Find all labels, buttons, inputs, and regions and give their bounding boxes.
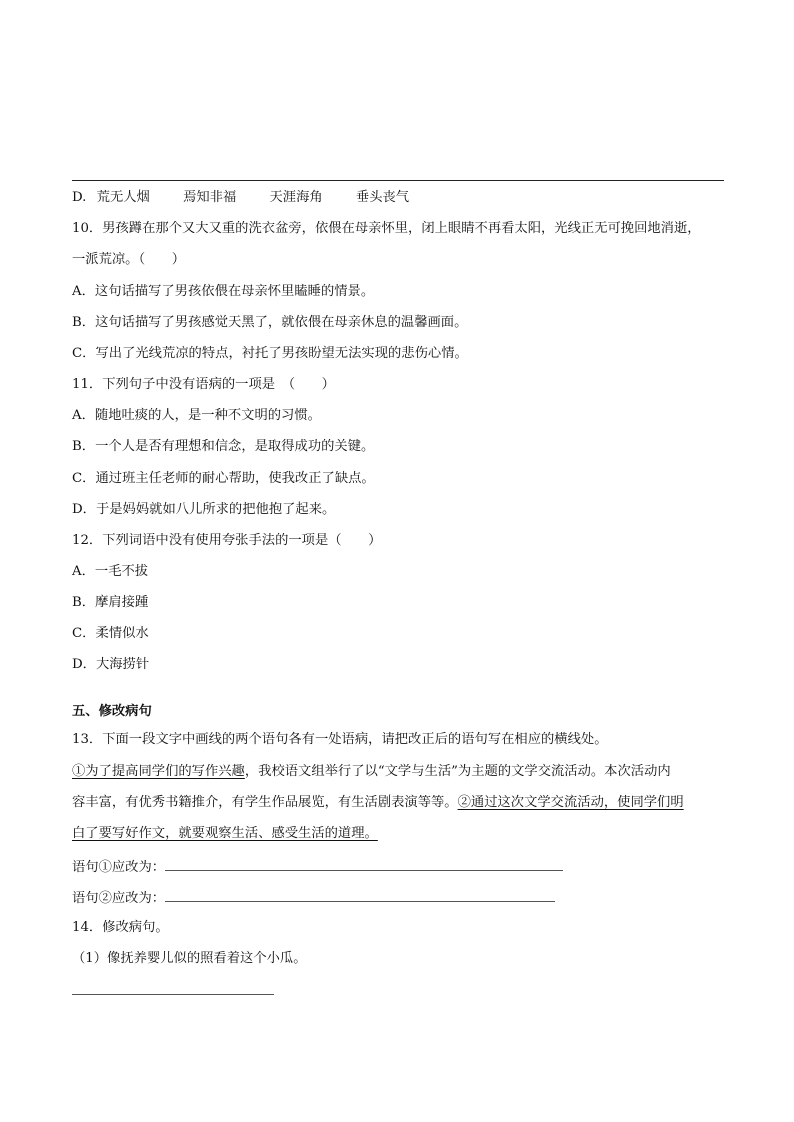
q10-option-b: B．这句话描写了男孩感觉天黑了，就依偎在母亲休息的温馨画面。 xyxy=(72,315,468,330)
paragraph-text: ，我校语文组举行了以“文学与生活”为主题的文学交流活动。本次活动内 xyxy=(244,764,671,779)
q14-answer-line xyxy=(72,980,274,1002)
header-rule xyxy=(72,180,724,181)
q11-option-d: D．于是妈妈就如八儿所求的把他抱了起来。 xyxy=(72,502,336,517)
q10-stem-line2: 一派荒凉。（ ） xyxy=(72,252,186,267)
underlined-sentence-2: ②通过这次文学交流活动，使同学们明 xyxy=(457,795,684,810)
paragraph-text: 容丰富，有优秀书籍推介，有学生作品展览，有生活剧表演等等。 xyxy=(72,795,458,810)
q10-stem-line1: 10．男孩蹲在那个又大又重的洗衣盆旁，依偎在母亲怀里，闭上眼睛不再看太阳，光线正无可挽回地消逝， xyxy=(72,221,701,236)
option-word: 焉知非福 xyxy=(183,190,237,205)
q13-paragraph-line1 xyxy=(72,762,671,782)
q13-answer-1 xyxy=(72,856,563,878)
q10-option-a: A．这句话描写了男孩依偎在母亲怀里瞌睡的情景。 xyxy=(72,284,375,299)
answer-label: 语句①应改为： xyxy=(72,860,166,875)
q9-option-d xyxy=(72,188,409,208)
option-word: 垂头丧气 xyxy=(355,190,410,205)
q13-paragraph-line2 xyxy=(72,793,684,813)
answer-label: 语句②应改为： xyxy=(72,891,166,906)
q12-option-c: C．柔情似水 xyxy=(72,626,149,641)
q12-option-a: A．一毛不拔 xyxy=(72,564,149,579)
q11-option-b: B．一个人是否有理想和信念，是取得成功的关键。 xyxy=(72,439,375,454)
option-word: 天涯海角 xyxy=(269,190,323,205)
answer-blank[interactable] xyxy=(72,980,274,995)
q12-option-d: D．大海捞针 xyxy=(72,657,150,672)
q13-stem: 13．下面一段文字中画线的两个语句各有一处语病，请把改正后的语句写在相应的横线处。 xyxy=(72,732,608,747)
answer-blank[interactable] xyxy=(165,887,555,902)
q11-option-c: C．通过班主任老师的耐心帮助，使我改正了缺点。 xyxy=(72,471,375,486)
q10-option-c: C．写出了光线荒凉的特点，衬托了男孩盼望无法实现的悲伤心情。 xyxy=(72,346,468,361)
q13-answer-2 xyxy=(72,887,555,909)
q12-option-b: B．摩肩接踵 xyxy=(72,595,149,610)
answer-blank[interactable] xyxy=(165,856,563,871)
q14-sub1: （1）像抚养婴儿似的照看着这个小瓜。 xyxy=(72,951,307,966)
q11-stem: 11．下列句子中没有语病的一项是 （ ） xyxy=(72,377,335,392)
underlined-sentence-1: ①为了提高同学们的写作兴趣 xyxy=(72,764,245,779)
section-heading: 五、修改病句 xyxy=(72,704,152,719)
q12-stem: 12．下列词语中没有使用夸张手法的一项是（ ） xyxy=(72,533,382,548)
option-letter: D. xyxy=(72,190,87,205)
option-word: 荒无人烟 xyxy=(96,190,150,205)
underlined-sentence-2-cont: 白了要写好作文，就要观察生活、感受生活的道理。 xyxy=(72,826,378,841)
q14-stem: 14．修改病句。 xyxy=(72,920,169,935)
q11-option-a: A．随地吐痰的人，是一种不文明的习惯。 xyxy=(72,408,321,423)
q13-paragraph-line3 xyxy=(72,824,378,844)
